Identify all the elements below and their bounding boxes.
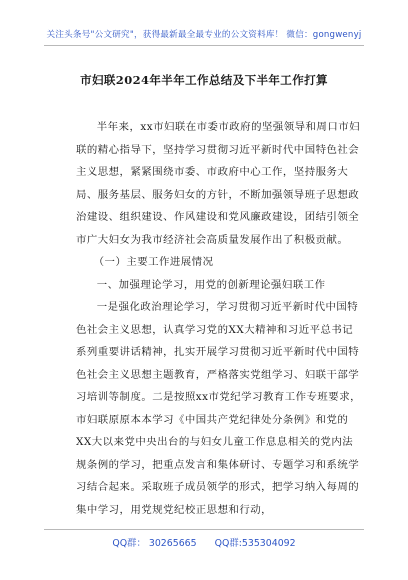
document-body [76, 116, 364, 521]
qq-group-2: QQ群:535304092 [214, 538, 296, 549]
qq-group-1: QQ群： 30265665 [112, 538, 197, 549]
header-divider [44, 45, 364, 46]
document-title: 市妇联2024年半年工作总结及下半年工作打算 [80, 73, 328, 87]
intro-paragraph: 半年来，xx市妇联在市委市政府的坚强领导和周口市妇联的精心指导下，坚持学习贯彻习近平新时代中国特色社会主义思想，紧紧围绕市委、市政府中心工作，坚持服务大局、服务基层、服务妇女的方针，不断加强领导班子思想政治建设、组织建设、作风建设和党风廉政建设，团结引领全市广大妇女为我市经济社会高质量发展作出了积极贡献。 [76, 121, 360, 246]
qq-footer [0, 535, 408, 549]
body-paragraph: 一是强化政治理论学习，学习贯彻习近平新时代中国特色社会主义思想，认真学习党的XX大精神和习近平总书记系列重要讲话精神，扎实开展学习贯彻习近平新时代中国特色社会主义思想主题教育，严格落实党组学习、妇联干部学习培训等制度。二是按照xx市党纪学习教育工作专班要求，市妇联原原本本学习《中国共产党纪律处分条例》和党的XX大以来党中央出台的与妇女儿童工作息息相关的党内法规条例的学习，把重点发言和集体研讨、专题学习和系统学习结合起来。采取班子成员领学的形式，把学习纳入每周的集中学习，用党规党纪校正思想和行动， [76, 301, 361, 516]
footer-divider [44, 529, 364, 530]
section-heading: （一）主要工作进展情况 [93, 256, 214, 268]
subsection-heading: 一、加强理论学习，用党的创新理论强妇联工作 [96, 278, 326, 291]
promo-header: 关注头条号"公文研究"，获得最新最全最专业的公文资料库！ 微信：gongwenyj [46, 30, 362, 40]
